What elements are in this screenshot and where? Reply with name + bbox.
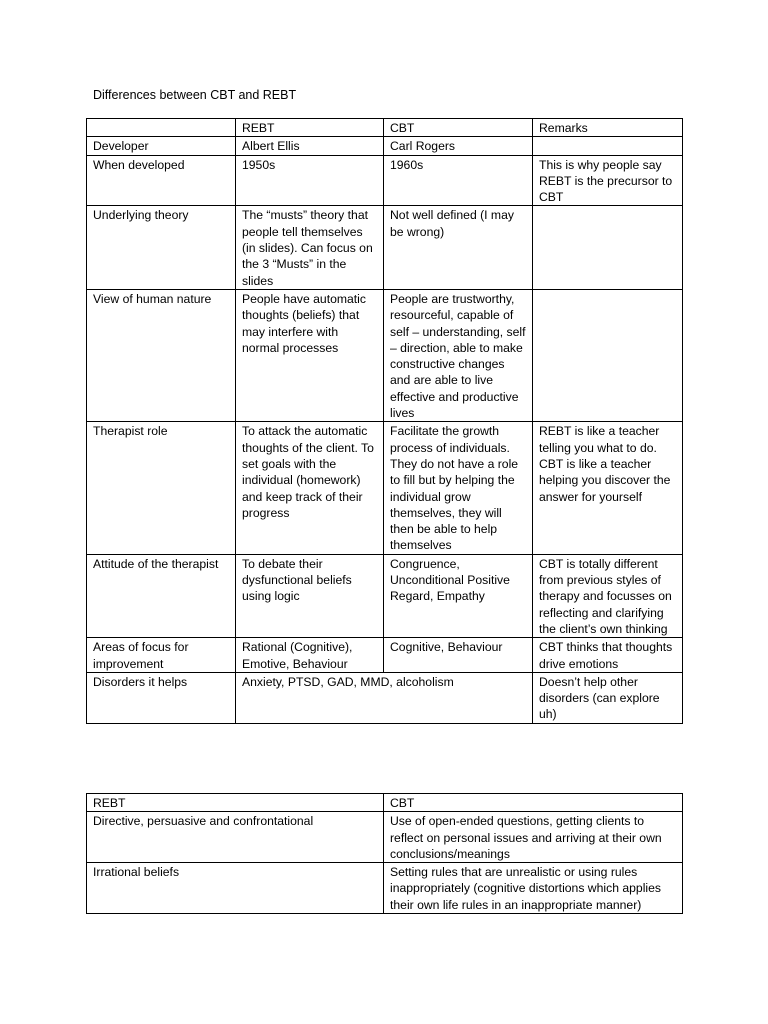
cbt-cell: Congruence, Unconditional Positive Regard, Empathy (384, 554, 533, 637)
header-cell-empty (87, 119, 236, 137)
table-row (87, 638, 683, 673)
remarks-cell: REBT is like a teacher telling you what to do. CBT is like a teacher helping you discover the answer for yourself (533, 422, 683, 554)
header-cell-rebt: REBT (87, 794, 384, 812)
row-label: Therapist role (87, 422, 236, 554)
rebt-cell: To debate their dysfunctional beliefs using logic (236, 554, 384, 637)
cbt-cell: Facilitate the growth process of individuals. They do not have a role to fill but by helping the individual grow themselves, they will then be able to help themselves (384, 422, 533, 554)
cbt-cell: Carl Rogers (384, 137, 533, 155)
rebt-cell: 1950s (236, 155, 384, 206)
comparison-table (86, 118, 683, 724)
remarks-cell: Doesn’t help other disorders (can explore uh) (533, 672, 683, 723)
cbt-cell: Not well defined (I may be wrong) (384, 206, 533, 289)
cbt-cell: 1960s (384, 155, 533, 206)
header-cell-cbt: CBT (384, 794, 683, 812)
table-row (87, 206, 683, 289)
header-cell-cbt: CBT (384, 119, 533, 137)
row-label: Areas of focus for improvement (87, 638, 236, 673)
remarks-cell: CBT thinks that thoughts drive emotions (533, 638, 683, 673)
table-row (87, 812, 683, 863)
rebt-cell: To attack the automatic thoughts of the client. To set goals with the individual (homework) and keep track of their progress (236, 422, 384, 554)
remarks-cell (533, 137, 683, 155)
row-label: Attitude of the therapist (87, 554, 236, 637)
remarks-cell (533, 206, 683, 289)
rebt-cell: The “musts” theory that people tell themselves (in slides). Can focus on the 3 “Musts” in the slides (236, 206, 384, 289)
table-header-row (87, 119, 683, 137)
header-cell-rebt: REBT (236, 119, 384, 137)
row-label: Underlying theory (87, 206, 236, 289)
row-label: Disorders it helps (87, 672, 236, 723)
table-row (87, 137, 683, 155)
rebt-cell: Rational (Cognitive), Emotive, Behaviour (236, 638, 384, 673)
cbt-cell: Cognitive, Behaviour (384, 638, 533, 673)
table-header-row (87, 794, 683, 812)
cbt-cell: Use of open-ended questions, getting clients to reflect on personal issues and arriving at their own conclusions/meanings (384, 812, 683, 863)
table-row (87, 672, 683, 723)
remarks-cell: CBT is totally different from previous styles of therapy and focusses on reflecting and clarifying the client’s own thinking (533, 554, 683, 637)
rebt-cell: Directive, persuasive and confrontational (87, 812, 384, 863)
contrast-table (86, 793, 683, 914)
table-row (87, 155, 683, 206)
row-label: View of human nature (87, 289, 236, 421)
cbt-cell: People are trustworthy, resourceful, capable of self – understanding, self – direction, able to make constructive changes and are able to live effective and productive lives (384, 289, 533, 421)
row-label: When developed (87, 155, 236, 206)
table-row (87, 554, 683, 637)
table-row (87, 422, 683, 554)
remarks-cell: This is why people say REBT is the precursor to CBT (533, 155, 683, 206)
row-label: Developer (87, 137, 236, 155)
rebt-cell: Albert Ellis (236, 137, 384, 155)
table-row (87, 863, 683, 914)
header-cell-remarks: Remarks (533, 119, 683, 137)
cbt-cell: Setting rules that are unrealistic or using rules inappropriately (cognitive distortions which applies their own life rules in an inappropriate manner) (384, 863, 683, 914)
table-row (87, 289, 683, 421)
remarks-cell (533, 289, 683, 421)
rebt-cell: Irrational beliefs (87, 863, 384, 914)
document-title: Differences between CBT and REBT (93, 88, 297, 102)
merged-cell: Anxiety, PTSD, GAD, MMD, alcoholism (236, 672, 533, 723)
rebt-cell: People have automatic thoughts (beliefs) that may interfere with normal processes (236, 289, 384, 421)
